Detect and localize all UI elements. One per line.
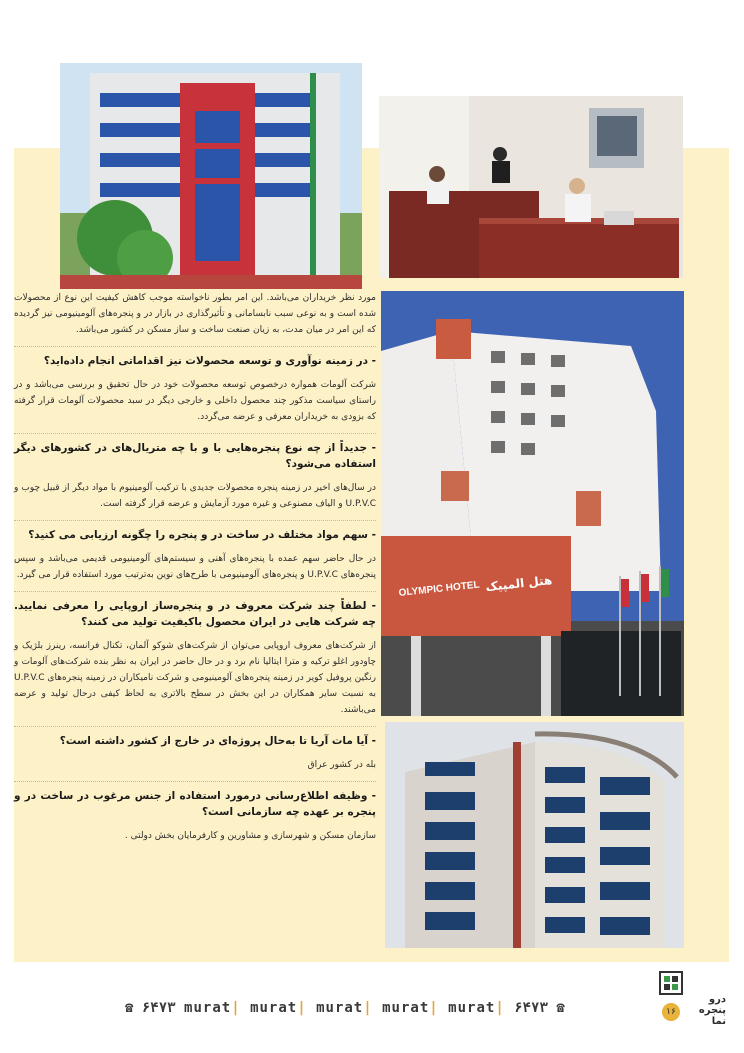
question-foreign-projects: - آیا مات آریا تا به‌حال پروژه‌ای در خارج از کشور داشته است؟	[14, 726, 376, 749]
answer-foreign-projects: بله در کشور عراق	[307, 760, 376, 770]
question-new-window-materials: - جدیداً از چه نوع پنجره‌هایی با و با چه متریال‌های در کشورهای دیگر استفاده می‌شود؟	[14, 433, 376, 472]
tagline-word: murat	[250, 1000, 298, 1016]
page-number-badge: ۱۶	[662, 1003, 680, 1021]
article-text-column	[14, 290, 376, 852]
answer-european-companies: از شرکت‌های معروف اروپایی می‌توان از شرکت‌های شوکو آلمان، تکنال فرانسه، رینرز بلژیک و چاودور اغلو ترکیه و مترا ایتالیا نام برد و در حال حاضر در ایران به نظر بنده شرکت‌های آلومات و رنگین پروفیل کویر در زمینه پنجره‌های آلومینیومی و شرکت نامیکاران در زمینه پنجره‌های U.P.V.C به نسبت سایر همکاران در این بخش در سطح بالاتری به لحاظ کیفی درحال تولید و عرضه می‌باشند.	[14, 641, 376, 715]
magazine-logo-icon	[656, 970, 686, 1000]
tagline-word: murat	[382, 1000, 430, 1016]
question-european-companies: - لطفاً چند شرکت معروف در و پنجره‌ساز اروپایی را معرفی نمایید. چه شرکت هایی در ایران محصول باکیفیت تولید می کنند؟	[14, 591, 376, 630]
apartment-building-photo	[385, 722, 684, 948]
office-interior-photo	[379, 96, 683, 278]
tagline-number-right: ۶۴۷۳	[514, 1000, 548, 1016]
hotel-building-photo	[381, 291, 684, 716]
question-innovation: - در زمینه نوآوری و توسعه محصولات نیز اقداماتی انجام داده‌اید؟	[14, 346, 376, 369]
tagline-number-left: ۶۴۷۳	[141, 1000, 176, 1016]
answer-informing-organization: سازمان مسکن و شهرسازی و مشاورین و کارفرمایان بخش دولتی .	[124, 831, 376, 841]
tagline-word: murat	[184, 1000, 232, 1016]
office-building-photo	[60, 63, 362, 289]
phone-icon: ☎	[125, 1000, 134, 1016]
footer-tagline: ☎ ۶۴۷۳ murat| murat| murat| murat| murat| ۶۴۷۳ ☎	[125, 1000, 565, 1016]
answer-new-window-materials: در سال‌های اخیر در زمینه پنجره محصولات جدیدی با ترکیب آلومینیوم با مواد دیگر از قبیل چوب و U.P.V.C و الیاف مصنوعی و غیره مورد آزمایش و عرضه قرار گرفته است.	[14, 483, 376, 509]
hotel-sign-farsi: هتل المپیک	[484, 573, 553, 594]
tagline-word: murat	[316, 1000, 364, 1016]
magazine-brand-name: درو پنجره نما	[698, 994, 726, 1027]
question-informing-organization: - وظیفه اطلاع‌رسانی درمورد استفاده از جنس مرغوب در ساخت در و پنجره بر عهده چه سازمانی است؟	[14, 781, 376, 820]
article-intro-paragraph: مورد نظر خریداران می‌باشد. این امر بطور ناخواسته موجب کاهش کیفیت این نوع از محصولات شده است و به نوعی سبب نابسامانی و تأثیرگذاری در بازار در و پنجره‌های آلومینیومی نیز گردیده که این امر در میان مدت، به زیان صنعت ساخت و ساز مسکن در کشور می‌باشد.	[14, 293, 376, 335]
hotel-sign-latin: OLYMPIC HOTEL	[398, 579, 481, 599]
answer-material-share: در حال حاضر سهم عمده با پنجره‌های آهنی و سیستم‌های آلومینیومی قدیمی می‌باشد و سپس پنجره‌های U.P.V.C و پنجره‌های آلومینیومی با طرح‌های نوین به‌ترتیب مورد استفاده قرار می گیرد.	[14, 554, 376, 580]
tagline-word: murat	[448, 1000, 496, 1016]
question-material-share: - سهم مواد مختلف در ساخت در و پنجره را چگونه ارزیابی می کنید؟	[14, 520, 376, 543]
phone-icon: ☎	[556, 1000, 565, 1016]
answer-innovation: شرکت آلومات همواره درخصوص توسعه محصولات خود در حال تحقیق و بررسی می‌باشد و در راستای سیاست مذکور چند محصول داخلی و خارجی دیگر در سبد محصولات آلومات قرار گرفته که بزودی به خریداران معرفی و عرضه می‌گردد.	[14, 380, 376, 422]
